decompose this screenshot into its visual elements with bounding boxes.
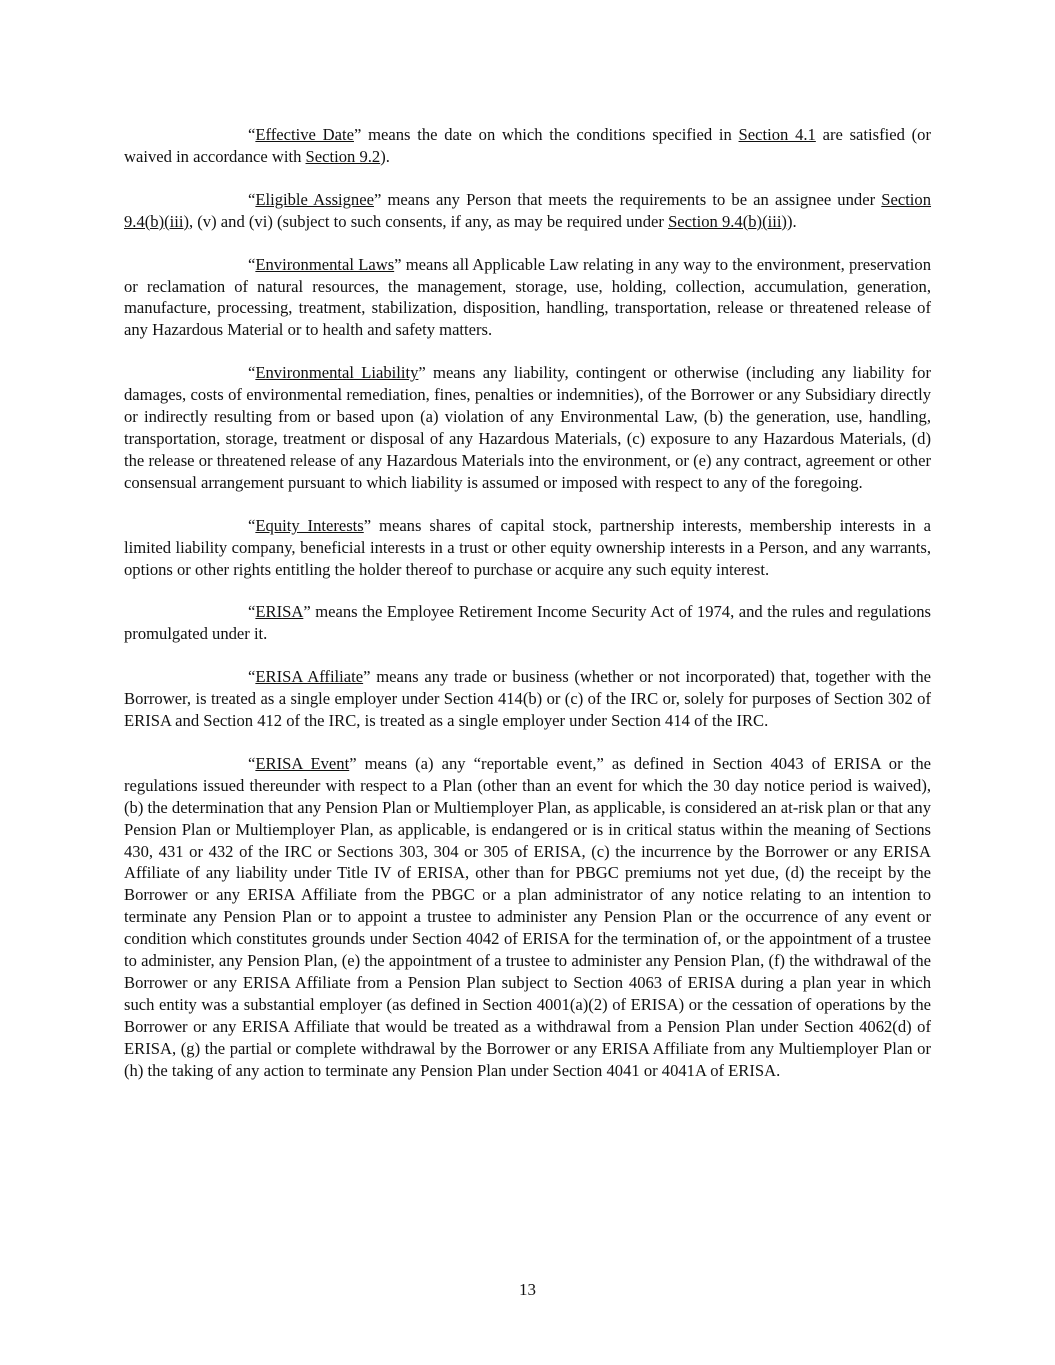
definition-erisa-event: “ERISA Event” means (a) any “reportable event,” as defined in Section 4043 of ERISA or the regulations issued thereunder with respect to a Plan (other than an event for which the 30 day notice period is waived), (b) the determination that any Pension Plan or Multiemployer Plan, as applicable, is considered an at-risk plan or that any Pension Plan or Multiemployer Plan, as applicable, is endangered or is in critical status within the meaning of Sections 430, 431 or 432 of the IRC or Sections 303, 304 or 305 of ERISA, (c) the incurrence by the Borrower or any ERISA Affiliate of any liability under Title IV of ERISA, other than for PBGC premiums not yet due, (d) the receipt by the Borrower or any ERISA Affiliate from the PBGC or a plan administrator of any notice relating to an intention to terminate any Pension Plan or to appoint a trustee to administer any Pension Plan or the occurrence of any event or condition which constitutes grounds under Section 4042 of ERISA for the termination of, or the appointment of a trustee to administer, any Pension Plan, (e) the appointment of a trustee to administer any Pension Plan, (f) the withdrawal of the Borrower or any ERISA Affiliate from a Pension Plan subject to Section 4063 of ERISA during a plan year in which such entity was a substantial employer (as defined in Section 4001(a)(2) of ERISA) or the cessation of operations by the Borrower or any ERISA Affiliate that would be treated as a withdrawal from a Pension Plan under Section 4062(d) of ERISA, (g) the partial or complete withdrawal by the Borrower or any ERISA Affiliate from any Multiemployer Plan or (h) the taking of any action to terminate any Pension Plan under Section 4041 or 4041A of ERISA. [124,753,931,1080]
definition-equity-interests: “Equity Interests” means shares of capital stock, partnership interests, membership interests in a limited liability company, beneficial interests in a trust or other equity ownership interests in a Person, and any warrants, options or other rights entitling the holder thereof to purchase or acquire any such equity interest. [124,515,931,579]
definition-erisa-affiliate: “ERISA Affiliate” means any trade or business (whether or not incorporated) that, together with the Borrower, is treated as a single employer under Section 414(b) or (c) of the IRC or, solely for purposes of Section 302 of ERISA and Section 412 of the IRC, is treated as a single employer under Section 414 of the IRC. [124,667,931,731]
definition-eligible-assignee: “Eligible Assignee” means any Person that meets the requirements to be an assignee under Section 9.4(b)(iii), (v) and (vi) (subject to such consents, if any, as may be required under Section 9.4(b)(iii)). [124,189,932,231]
section-reference: Section 9.4(b)(iii) [668,211,787,231]
defined-term: Effective Date [255,125,354,144]
defined-term: ERISA Affiliate [255,667,364,687]
definition-erisa: “ERISA” means the Employee Retirement Income Security Act of 1974, and the rules and regulations promulgated under it. [124,602,931,644]
defined-term: Environmental Laws [255,254,395,274]
definition-effective-date: “Effective Date” means the date on which the conditions specified in Section 4.1 are satisfied (or waived in accordance with Section 9.2). [124,125,931,166]
definition-environmental-liability: “Environmental Liability” means any liability, contingent or otherwise (including any liability for damages, costs of environmental remediation, fines, penalties or indemnities), of the Borrower or any Subsidiary directly or indirectly resulting from or based upon (a) violation of any Environmental Law, (b) the generation, use, handling, transportation, storage, treatment or disposal of any Hazardous Materials, (c) exposure to any Hazardous Materials, (d) the release or threatened release of any Hazardous Materials into the environment, or (e) any contract, agreement or other consensual arrangement pursuant to which liability is assumed or imposed with respect to any of the foregoing. [124,363,931,492]
defined-term: ERISA [255,602,304,622]
section-reference: Section 4.1 [738,125,816,144]
definition-environmental-laws: “Environmental Laws” means all Applicable Law relating in any way to the environment, preservation or reclamation of natural resources, the management, storage, use, holding, collection, accumulation, generation, manufacture, processing, treatment, stabilization, disposition, handling, transportation, release or threatened release of any Hazardous Material or to health and safety matters. [124,254,931,340]
document-body [124,124,931,1103]
defined-term: Environmental Liability [255,363,419,383]
defined-term: Equity Interests [255,515,364,535]
defined-term: Eligible Assignee [255,189,374,209]
section-reference: Section 9.4(b)(iii) [124,189,932,231]
page-number: 13 [519,1280,536,1299]
defined-term: ERISA Event [255,753,350,773]
section-reference: Section 9.2 [305,146,381,166]
